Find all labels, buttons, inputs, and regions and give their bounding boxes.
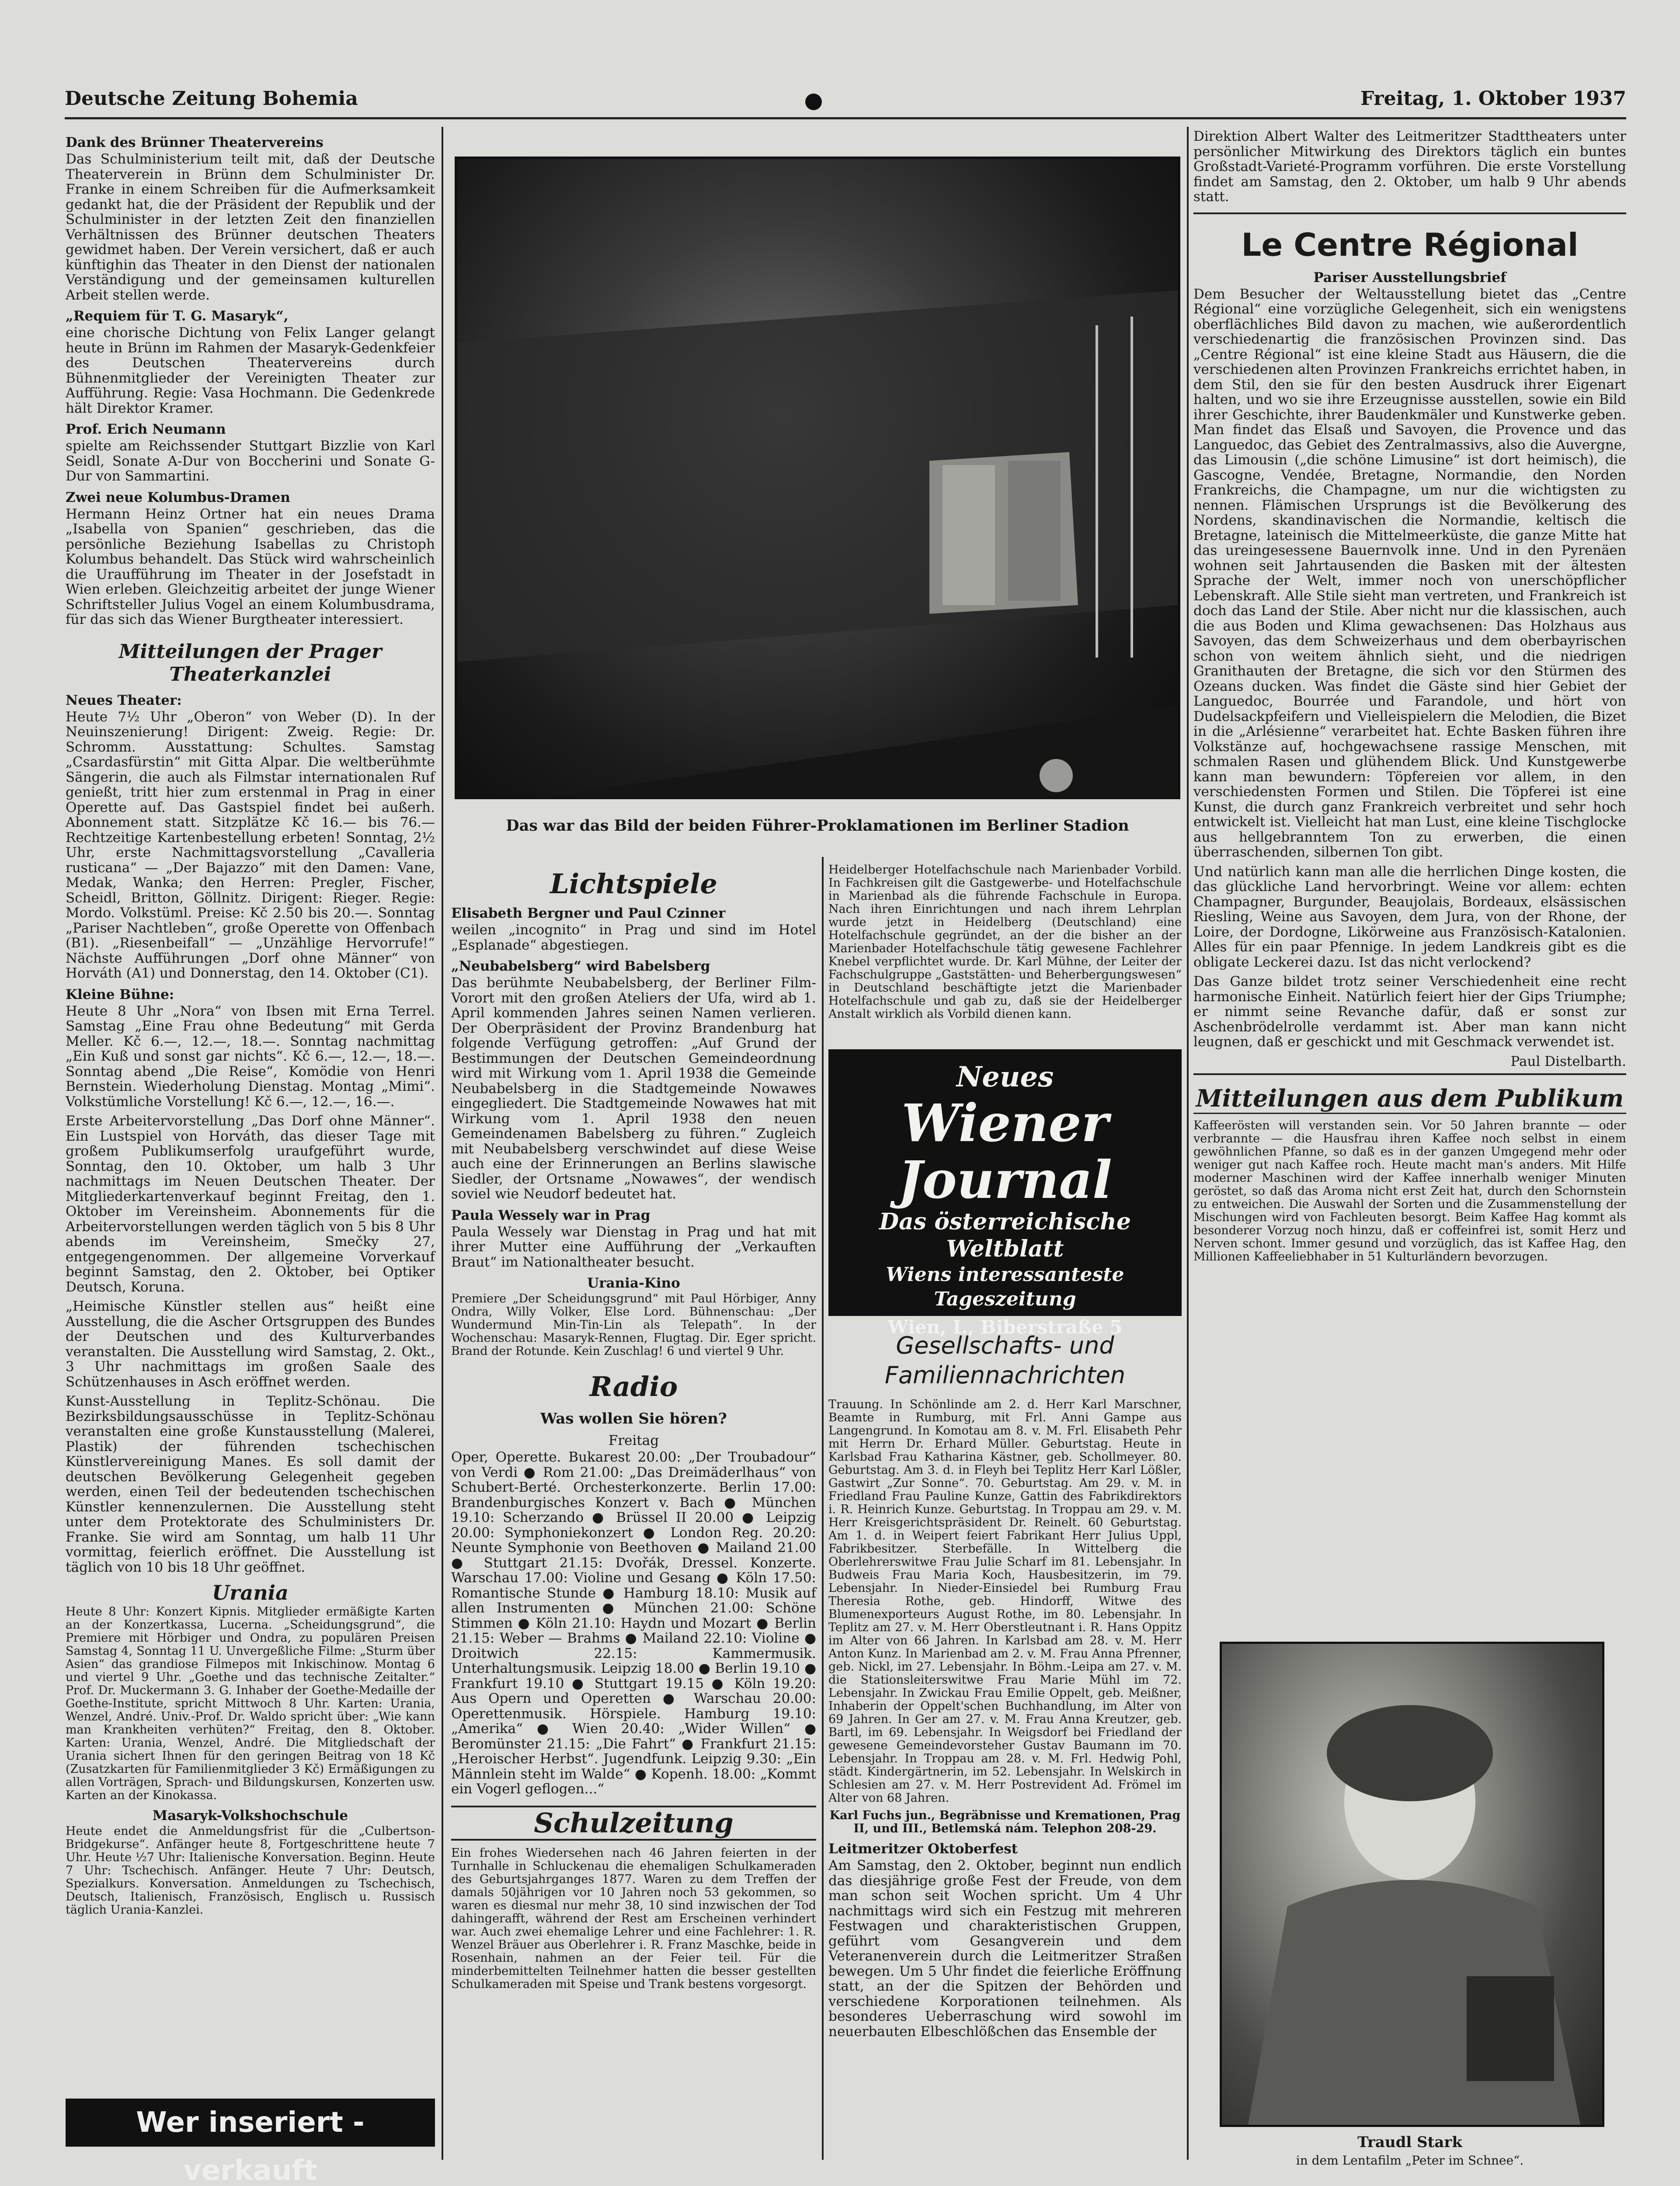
column-4 <box>1193 129 1626 1629</box>
article-headline: „Neubabelsberg“ wird Babelsberg <box>451 958 710 974</box>
article-text: Ein frohes Wiedersehen nach 46 Jahren feierten in der Turnhalle in Schluckenau die ehemaligen Schulkameraden des Geburtsjahrganges 1877. Waren zu dem Treffen der damals 50jährigen vor 10 Jahren noch 53 gekommen, so waren es diesmal nur mehr 38, 10 sind inzwischen der Tod dahingerafft, während der Rest am Erscheinen verhindert war. Auch zwei ehemalige Lehrer und eine Fachlehrer: 1. R. Wenzel Bräuer aus Oberlehrer i. R. Franz Maschke, beide in Rosenhain, nahmen an der Feier teil. Für die minderbemittelten Teilnehmer hatten die besser gestellten Schulkameraden mit Speise und Trank bestens vorgesorgt. <box>451 1846 816 1991</box>
article-text: eine chorische Dichtung von Felix Langer gelangt heute in Brünn im Rahmen der Masaryk-Gedenkfeier des Deutschen Theatervereins durch Bühnenmitglieder der Vereinigten Theater zur Aufführung. Regie: Vasa Hochmann. Die Gedenkrede hält Direktor Kramer. <box>66 325 435 416</box>
article-subtitle: Pariser Ausstellungsbrief <box>1313 269 1506 285</box>
wiener-journal-ad <box>828 1049 1182 1338</box>
article-headline: Elisabeth Bergner und Paul Czinner <box>451 905 726 921</box>
article-text: Heute 7½ Uhr „Oberon“ von Weber (D). In der Neuinszenierung! Dirigent: Zweig. Regie: Dr. Schromm. Ausstattung: Schultes. Samstag „Csardasfürstin“ mit Gitta Alpar. Die weltberühmte Sängerin, die auch als Filmstar internationalen Ruf genießt, tritt hier zum erstenmal in Prag in einer Operette auf. Das Gastspiel findet bei außerh. Abonnement statt. Sitzplätze Kč 16.— bis 76.— Rechtzeitige Kartenbestellung erbeten! Sonntag, 2½ Uhr, erste Nachmittagsvorstellung „Cavalleria rusticana“ — „Der Bajazzo“ mit den Damen: Vane, Medak, Wanka; den Herren: Pregler, Fischer, Scheidl, Britton, Göllnitz. Dirigent: Rieger. Regie: Mordo. Volkstüml. Preise: Kč 2.50 bis 20.—. Sonntag „Pariser Nachtleben“, große Operette von Offenbach (B1). „Riesenbeifall“ — „Unzählige Hervorrufe!“ Nächste Aufführungen „Dorf ohne Männer“ von Horváth (A1) und Donnerstag, den 14. Oktober (C1). <box>66 709 435 981</box>
article-text: Premiere „Der Scheidungsgrund“ mit Paul Hörbiger, Anny Ondra, Willy Volker, Else Lord. Bühnenschau: „Der Wundermund Min-Tin-Lin als Telepath“. In der Wochenschau: Masaryk-Rennen, Flugtag. Dir. Eger spricht. Brand der Rotunde. Kein Zuschlag! 6 und viertel 9 Uhr. <box>451 1292 816 1358</box>
section-title: Radio <box>589 1371 678 1403</box>
photo-name: Traudl Stark <box>1357 2134 1462 2151</box>
article-text: Oper, Operette. Bukarest 20.00: „Der Troubadour“ von Verdi ● Rom 21.00: „Das Dreimäderlhaus“ von Schubert-Berté. Orchesterkonzerte. Berlin 17.00: Brandenburgisches Konzert v. Bach ● München 19.10: Scherzando ● Brüssel II 20.00 ● Leipzig 20.00: Symphoniekonzert ● London Reg. 20.20: Neunte Symphonie von Beethoven ● Mailand 21.00 ● Stuttgart 21.15: Dvořák, Dressel. Konzerte. Warschau 17.00: Violine und Gesang ● Köln 17.50: Romantische Stunde ● Hamburg 18.10: Musik auf allen Instrumenten ● München 21.00: Schöne Stimmen ● Köln 21.10: Haydn und Mozart ● Berlin 21.15: Weber — Brahms ● Mailand 22.10: Violine ● Droitwich 22.15: Kammermusik. Unterhaltungsmusik. Leipzig 18.00 ● Berlin 19.10 ● Frankfurt 19.10 ● Stuttgart 19.15 ● Köln 19.20: Aus Opern und Operetten ● Warschau 20.00: Operettenmusik. Hörspiele. Hamburg 19.10: „Amerika“ ● Wien 20.40: „Wider Willen“ ● Beromünster 21.15: „Die Fahrt“ ● Frankfurt 21.15: „Heroischer Herbst“. Jugendfunk. Leipzig 9.30: „Ein Männlein steht im Walde“ ● Kopenh. 18.00: „Kommt ein Vogerl geflogen...“ <box>451 1449 816 1797</box>
article-text: Erste Arbeitervorstellung „Das Dorf ohne Männer“. Ein Lustspiel von Horváth, das dieser Tage mit großem Publikumserfolg uraufgeführt wurde, Sonntag, den 10. Oktober, um halb 3 Uhr nachmittags im Neuen Deutschen Theater. Der Mitgliederkartenverkauf beginnt Freitag, den 1. Oktober im Vereinsheim. Abonnements für die Arbeitervorstellungen werden täglich von 5 bis 8 Uhr abends im Vereinsheim, Smečky 27, entgegengenommen. Der allgemeine Vorverkauf beginnt Samstag, den 2. Oktober, bei Optiker Deutsch, Koruna. <box>66 1113 435 1295</box>
article-text: „Heimische Künstler stellen aus“ heißt eine Ausstellung, die die Ascher Ortsgruppen des Bundes der Deutschen und des Kulturverbandes veranstalten. Die Ausstellung wird Samstag, 2. Okt., 3 Uhr nachmittags im großen Saale des Schützenhauses in Asch eröffnet werden. <box>66 1298 435 1390</box>
article-text: Direktion Albert Walter des Leitmeritzer Stadttheaters unter persönlicher Mitwirkung des Direktors täglich ein buntes Großstadt-Varieté-Programm vorführen. Die erste Vorstellung findet am Samstag, den 2. Oktober, um halb 9 Uhr abends statt. <box>1193 129 1626 205</box>
article-text: spielte am Reichssender Stuttgart Bizzlie von Karl Seidl, Sonate A-Dur von Boccherini und Sonate G-Dur von Sammartini. <box>66 438 435 484</box>
article-text: Das Schulministerium teilt mit, daß der Deutsche Theaterverein in Brünn dem Schulminister Dr. Franke in einem Schreiben für die Aufmerksamkeit gedankt hat, die der Präsident der Republik und der Schulminister in der letzten Zeit den finanziellen Verhältnissen des Brünner deutschen Theaters gewidmet haben. Der Verein versichert, daß er auch künftighin das Theater in den Dienst der nationalen Verständigung und der gemeinsamen kulturellen Arbeit stellen werde. <box>66 151 435 303</box>
section-title: Mitteilungen aus dem Publikum <box>1193 1084 1626 1114</box>
center-right-bottom <box>828 1329 1182 2147</box>
photo-caption: in dem Lentafilm „Peter im Schnee“. <box>1296 2153 1524 2168</box>
subsection-label: Neues Theater: <box>66 692 182 708</box>
article-text: Heute 8 Uhr: Konzert Kipnis. Mitglieder ermäßigte Karten an der Konzertkassa, Lucerna. „Scheidungsgrund“, die Premiere mit Hörbiger und Ondra, zu populären Preisen Samstag 4, Sonntag 11 U. Unvergeßliche Filme: „Sturm über Asien“ das grandiose Filmepos mit Inkischinow. Montag 6 und viertel 9 Uhr. „Goethe und das technische Zeitalter.“ Prof. Dr. Muckermann 3. G. Inhaber der Goethe-Medaille der Goethe-Institute, spricht Mittwoch 8 Uhr. Karten: Urania, Wenzel, André. Univ.-Prof. Dr. Waldo spricht über: „Wie kann man Krankheiten verhüten?“ Freitag, den 8. Oktober. Karten: Urania, Wenzel, André. Die Mitgliedschaft der Urania sichert Ihnen für den geringen Beitrag von 18 Kč (Zusatzkarten für Familienmitglieder 3 Kč) Ermäßigungen zu allen Vorträgen, Sprach- und Bildungskursen, Konzerten usw. Karten an der Kinokassa. <box>66 1605 435 1802</box>
center-right-top <box>828 863 1182 1047</box>
article-text: Heute 8 Uhr „Nora“ von Ibsen mit Erna Terrel. Samstag „Eine Frau ohne Bedeutung“ mit Gerda Meller. Kč 6.—, 12.—, 18.—. Sonntag nachmittag „Ein Kuß und sonst gar nichts“. Kč 6.—, 12.—, 18.—. Sonntag abend „Die Reise“, Komödie von Henri Bernstein. Wiederholung Dienstag. Montag „Mimi“. Volkstümliche Vorstellung! Kč 6.—, 12.—, 16.—. <box>66 1003 435 1110</box>
portrait-graphic <box>1222 1644 1602 2125</box>
article-text: Das berühmte Neubabelsberg, der Berliner Film-Vorort mit den großen Ateliers der Ufa, wird ab 1. April kommenden Jahres seinen Namen verlieren. Der Oberpräsident der Provinz Brandenburg hat folgende Verfügung getroffen: „Auf Grund der Bestimmungen der Deutschen Gemeindeordnung wird mit Wirkung vom 1. April 1938 die Gemeinde Neubabelsberg in die Stadtgemeinde Nowawes eingegliedert. Die Stadtgemeinde Nowawes hat mit Wirkung vom 1. April 1938 den neuen Gemeindenamen Babelsberg zu führen.“ Zugleich mit Neubabelsberg verschwindet auf diese Weise auch eine der Erinnerungen an Berlins slawische Siedler, der Ortsname „Nowawes“, der wendisch soviel wie Neudorf bedeutet hat. <box>451 975 816 1202</box>
ad-line: Das österreichische Weltblatt <box>879 1208 1131 1262</box>
article-headline: Zwei neue Kolumbus-Dramen <box>66 489 290 505</box>
article-text: Kaffeerösten will verstanden sein. Vor 50 Jahren brannte — oder verbrannte — die Hausfrau ihren Kaffee noch selbst in einem gewöhnlichen Pfanne, so daß es in der ganzen Umgegend mehr oder weniger gut nach Kaffee roch. Heute macht man's anders. Mit Hilfe moderner Maschinen wird der Kaffee innerhalb weniger Minuten geröstet, so daß das Aroma nicht erst Zeit hat, durch den Schornstein zu entweichen. Die Auswahl der Sorten und die Zusammenstellung der Mischungen wird von Fachleuten besorgt. Beim Kaffee Hag kommt als besonderer Vorzug noch hinzu, daß er coffeinfrei ist, somit Herz und Nerven schont. Immer gesund und vorzüglich, das ist Kaffee Hag, den Millionen Kaffeeliebhaber in 51 Kulturländern bevorzugen. <box>1193 1119 1626 1264</box>
article-text: Hermann Heinz Ortner hat ein neues Drama „Isabella von Spanien“ geschrieben, das die persönliche Beziehung Isabellas zu Christoph Kolumbus behandelt. Das Stück wird wahrscheinlich die Uraufführung im Theater in der Josefstadt in Wien erleben. Gleichzeitig arbeitet der junge Wiener Schriftsteller Julius Vogel an einem Kolumbusdrama, für das sich das Wiener Burgtheater interessiert. <box>66 506 435 627</box>
section-title: Gesellschafts- und Familiennachrichten <box>884 1332 1126 1389</box>
article-text: Trauung. In Schönlinde am 2. d. Herr Karl Marschner, Beamte in Rumburg, mit Frl. Anni Gampe aus Langengrund. In Komotau am 8. v. M. Frl. Elisabeth Pehr mit Herrn Dr. Erhard Müller. Geburtstag. Heute in Karlsbad Frau Katharina Kästner, geb. Schollmeyer. 80. Geburtstag. Am 3. d. in Fleyh bei Teplitz Herr Karl Lößler, Gastwirt „Zur Sonne“. 70. Geburtstag. Am 29. v. M. in Friedland Frau Pauline Kunze, Gattin des Fabrikdirektors i. R. Heinrich Kunze. Geburtstag. In Troppau am 29. v. M. Herr Kreisgerichtspräsident Dr. Reinelt. 60 Geburtstag. Am 1. d. in Weipert feiert Fabrikant Herr Julius Uppl, Fabrikbesitzer. Sterbefälle. In Wittelberg die Oberlehrerswitwe Frau Julie Scharf im 81. Lebensjahr. In Budweis Frau Maria Koch, Hausbesitzerin, im 79. Lebensjahr. In Nieder-Einsiedel bei Rumburg Frau Theresia Rothe, geb. Hindorff, Witwe des Blumenexporteurs August Rothe, im 80. Lebensjahr. In Teplitz am 27. v. M. Herr Oberstleutnant i. R. Hans Oppitz im Alter von 66 Jahren. In Karlsbad am 28. v. M. Herr Anton Kunz. In Marienbad am 2. v. M. Frau Anna Pfrenner, geb. Nickl, im 27. Lebensjahr. In Böhm.-Leipa am 27. v. M. die Stationsleiterswitwe Frau Marie Mühl im 72. Lebensjahr. In Zwickau Frau Emilie Oppelt, geb. Meißner, Inhaberin der Oppelt'schen Buchhandlung, im Alter von 69 Jahren. In Ger am 27. v. M. Frau Anna Kreutzer, geb. Bartl, im 69. Lebensjahr. In Weigsdorf bei Friedland der gewesene Gemeindevorsteher Gustav Baumann im 70. Lebensjahr. In Troppau am 28. v. M. Frl. Hedwig Pohl, städt. Kindergärtnerin, im 52. Lebensjahr. In Welskirch in Schlesien am 27. v. M. Herr Postrevident Ad. Frömel im Alter von 68 Jahren. <box>828 1398 1182 1805</box>
article-text: Das Ganze bildet trotz seiner Verschiedenheit eine recht harmonische Einheit. Natürlich feiert hier der Gips Triumphe; er nimmt seine Revanche dafür, daß er sonst zur Aschenbrödelrolle verdammt ist. Aber man kann nicht leugnen, daß er geschickt und mit Geschmack verwendet ist. <box>1193 974 1626 1050</box>
ad-address: Wien, I., Biberstraße 5 <box>887 1316 1123 1338</box>
article-headline: Was wollen Sie hören? <box>540 1410 727 1427</box>
center-left-column <box>451 857 816 2147</box>
article-headline: Dank des Brünner Theatervereins <box>66 135 323 150</box>
article-headline: Leitmeritzer Oktoberfest <box>828 1841 1018 1857</box>
divider <box>1193 212 1626 214</box>
traudl-stark-photo <box>1220 1642 1604 2127</box>
ad-line: Neues <box>956 1061 1054 1093</box>
section-title: Lichtspiele <box>550 868 717 900</box>
subsection-label: Kleine Bühne: <box>66 986 174 1002</box>
section-title: Urania <box>212 1581 289 1605</box>
article-headline: Paula Wessely war in Prag <box>451 1207 650 1223</box>
hole-punch-mark <box>805 94 822 110</box>
radio-day: Freitag <box>608 1433 659 1448</box>
ad-line: Wiens interessanteste Tageszeitung <box>886 1264 1124 1310</box>
article-text: Karl Fuchs jun., Begräbnisse und Kremationen, Prag II, und III., Betlemská nám. Telephon 208-29. <box>829 1809 1181 1835</box>
section-title: Masaryk-Volkshochschule <box>152 1808 348 1824</box>
article-title: Le Centre Régional <box>1241 226 1579 263</box>
column-1 <box>66 129 435 2140</box>
section-title: Schulzeitung <box>451 1806 816 1841</box>
article-text: Heidelberger Hotelfachschule nach Marienbader Vorbild. In Fachkreisen gilt die Gastgewerbe- und Hotelfachschule in Marienbad als die führende Fachschule in Europa. Nach ihren Einrichtungen und nach ihrem Lehrplan wurde jetzt in Heidelberg (Deutschland) eine Hotelfachschule gegründet, an der die bisher an der Marienbader Hotelfachschule tätig gewesene Fachlehrer Knebel verpflichtet wurde. Dr. Karl Mühne, der Leiter der Fachschulgruppe „Gaststätten- und Beherbergungswesen“ in Deutschland beschäftigte jetzt die Marienbader Hotelfachschule und gab zu, daß sie der Heidelberger Anstalt wirklich als Vorbild dienen kann. <box>828 863 1182 1021</box>
article-headline: Prof. Erich Neumann <box>66 421 226 437</box>
wer-inseriert-ad: Wer inseriert - verkauft <box>66 2099 435 2147</box>
stadium-photo-graphic <box>457 159 1178 797</box>
column-rule <box>442 127 443 2160</box>
article-headline: Urania-Kino <box>587 1275 680 1291</box>
ad-title: Wiener Journal <box>898 1093 1112 1210</box>
divider <box>1193 1073 1626 1075</box>
section-title: Mitteilungen der Prager Theaterkanzlei <box>118 640 382 686</box>
page-date: Freitag, 1. Oktober 1937 <box>1360 87 1626 110</box>
column-rule <box>1187 127 1189 2160</box>
article-text: Und natürlich kann man alle die herrlichen Dinge kosten, die das glückliche Land hervorbringt. Weine vor allem: echten Champagner, Burgunder, Beaujolais, Bordeaux, elsässischen Riesling, Weine aus Savoyen, dem Jura, von der Rhone, der Loire, der Dordogne, Likörweine aus Französisch-Katalonien. Alles für ein paar Pfennige. In jedem Landkreis gibt es die obligate Leckerei dazu. Ist das nicht verlockend? <box>1193 863 1626 970</box>
article-text: weilen „incognito“ in Prag und sind im Hotel „Esplanade“ abgestiegen. <box>451 922 816 953</box>
stadium-photo <box>455 157 1180 799</box>
article-text: Heute endet die Anmeldungsfrist für die „Culbertson-Bridgekurse“. Anfänger heute 8, Fortgeschrittene heute 7 Uhr. Heute ½7 Uhr: Italienische Konversation. Beginn. Heute 7 Uhr: Tschechisch. Anfänger. Heute 7 Uhr: Deutsch, Spezialkurs. Konversation. Anmeldungen zu Tschechisch, Deutsch, Italienisch, Französisch, Englisch u. Russisch täglich Urania-Kanzlei. <box>66 1824 435 1917</box>
article-text: Dem Besucher der Weltausstellung bietet das „Centre Régional“ eine vorzügliche Gelegenheit, sich ein wenigstens oberflächliches Bild davon zu machen, wie außerordentlich verschiedenartig die französischen Provinzen sind. Das „Centre Régional“ ist eine kleine Stadt aus Häusern, die die verschiedenen alten Provinzen Frankreichs errichtet haben, in dem Stil, den sie für den besten Ausdruck ihrer Eigenart halten, und wo sie ihre Erzeugnisse ausstellen, sowie ein Bild ihrer Geschichte, ihrer Baudenkmäler und Kunstwerke geben. Man findet das Elsaß und Savoyen, die Provence und das Languedoc, das Gebiet des Zentralmassivs, also die Auvergne, das Limousin („die schöne Limusine“ ist dort heimisch), die Gascogne, Vendée, Bretagne, Normandie, den Norden Frankreichs, die Champagne, um nur die wichtigsten zu nennen. Flämischen Ursprungs ist die Bevölkerung des Nordens, skandinavischen die Normandie, keltisch die Bretagne, lateinisch die Mittelmeerküste, die ganze Mitte hat das ureingesessene Bauernvolk inne. Und in den Pyrenäen wohnen seit Jahrtausenden die Basken mit der ältesten Sprache der Welt, immer noch von unerschöpflicher Lebenskraft. Alle Stile sieht man vertreten, und Frankreich ist doch das Land der Stile. Aber nicht nur die klassischen, auch die aus Boden und Klima gewachsenen: Das Holzhaus aus Savoyen, das dem Schweizerhaus und dem oberbayrischen schon von weitem ähnlich sieht, und die niedrigen Granithauten der Bretagne, die sich vor den Stürmen des Ozeans ducken. Was findet die Gäste sind hier Gebiet der Languedoc, Bourrée und Farandole, und hört von Dudelsackpfeifern und Vielleispielern die Melodien, die Bizet in die „Arlésienne“ verarbeitet hat. Echte Basken führen ihre Volkstänze auf, hochgewachsene rassige Menschen, mit schmalen Rasen und glühendem Blick. Und Kunstgewerbe kann man bewundern: Töpfereien vor allem, in den verschiedensten Formen und Stilen. Die Töpferei ist eine Kunst, die durch ganz Frankreich verbreitet und sehr hoch entwickelt ist. Vielleicht hat man Lust, eine kleine Tischglocke aus hellgebranntem Ton zu erwerben, die einen überraschenden, silbernen Ton gibt. <box>1193 286 1626 860</box>
photo-caption: Das war das Bild der beiden Führer-Proklamationen im Berliner Stadion <box>506 817 1129 835</box>
article-text: Paula Wessely war Dienstag in Prag und hat mit ihrer Mutter eine Aufführung der „Verkauften Braut“ im Nationaltheater besucht. <box>451 1224 816 1270</box>
article-text: Kunst-Ausstellung in Teplitz-Schönau. Die Bezirksbildungsausschüsse in Teplitz-Schönau veranstalten eine große Kunstausstellung (Malerei, Plastik) der führenden tschechischen Künstlervereinigung Manes. Es soll damit der deutschen Bevölkerung Gelegenheit gegeben werden, einen Teil der bedeutenden tschechischen Künstler kennenzulernen. Die Ausstellung steht unter dem Protektorate des Schulministers Dr. Franke. Sie wird am Sonntag, um halb 11 Uhr vormittag, feierlich eröffnet. Die Ausstellung ist täglich von 10 bis 18 Uhr geöffnet. <box>66 1393 435 1575</box>
article-text: Am Samstag, den 2. Oktober, beginnt nun endlich das diesjährige große Fest der Freude, von dem man schon seit Wochen spricht. Um 4 Uhr nachmittags wird sich ein Festzug mit mehreren Festwagen und charakteristischen Gruppen, geführt vom Gesangverein und dem Veteranenverein durch die Leitmeritzer Straßen bewegen. Um 5 Uhr findet die feierliche Eröffnung statt, an der die Spitzen der Behörden und verschiedene Korporationen teilnehmen. Als besonderes Ueberraschung wird sowohl im neuerbauten Elbeschlößchen das Ensemble der <box>828 1858 1182 2040</box>
column-rule <box>822 857 824 2160</box>
paper-name: Deutsche Zeitung Bohemia <box>65 87 358 110</box>
article-headline: „Requiem für T. G. Masaryk“, <box>66 308 289 324</box>
masthead-rule <box>65 117 1626 119</box>
article-author: Paul Distelbarth. <box>1510 1053 1626 1069</box>
